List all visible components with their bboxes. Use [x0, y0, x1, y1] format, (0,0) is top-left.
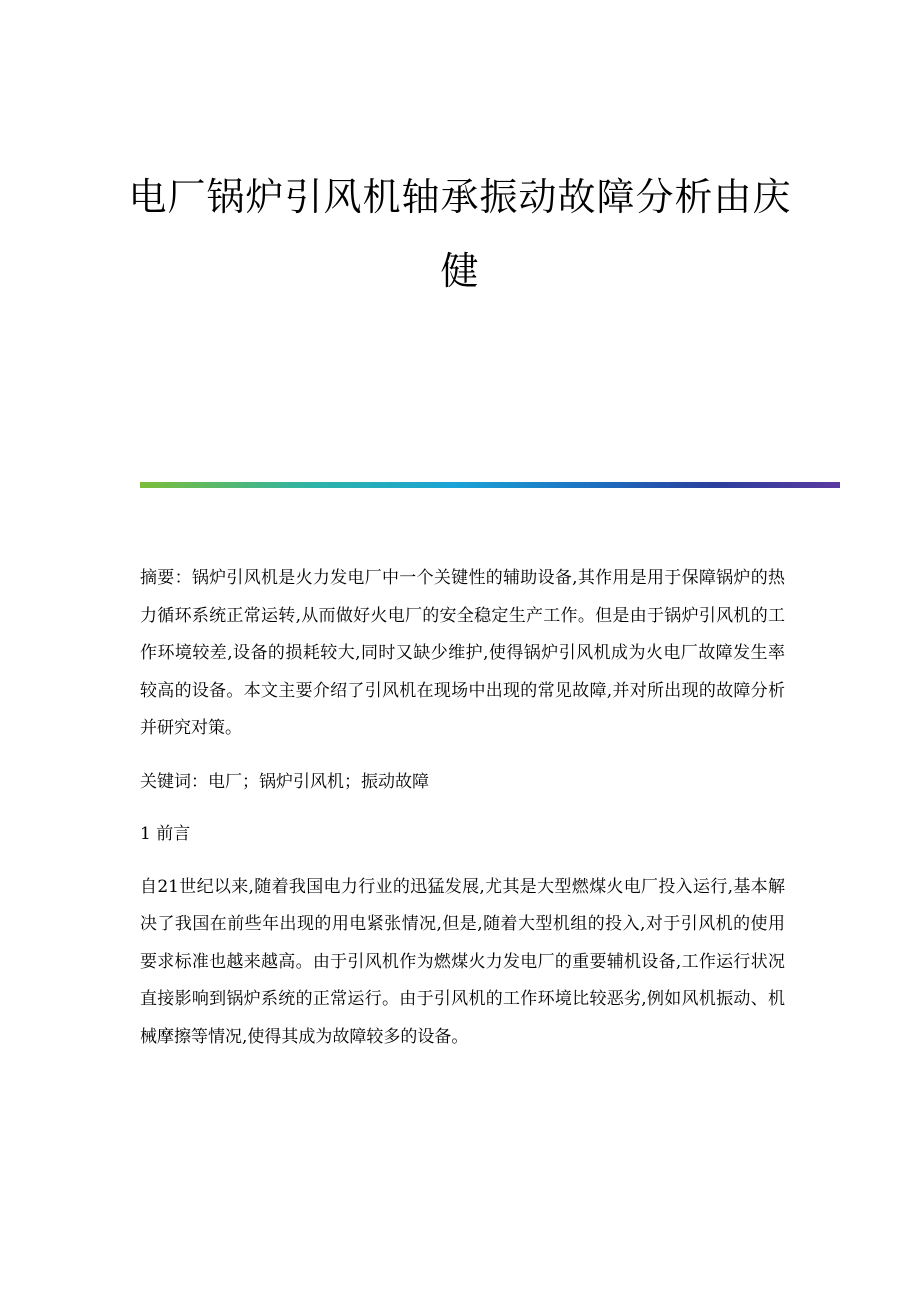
section-heading: 1 前言 [140, 824, 191, 844]
document-body [140, 560, 785, 1072]
title-line-1: 电厂锅炉引风机轴承振动故障分析由庆 [128, 175, 792, 219]
keywords-line: 关键词：电厂；锅炉引风机；振动故障 [140, 771, 429, 792]
document-title [120, 160, 800, 308]
gradient-divider [140, 482, 840, 488]
section-paragraph: 自21世纪以来,随着我国电力行业的迅猛发展,尤其是大型燃煤火电厂投入运行,基本解决了我国在前些年出现的用电紧张情况,但是,随着大型机组的投入,对于引风机的使用要求标准也越来越高。由于引风机作为燃煤火力发电厂的重要辅机设备,工作运行状况直接影响到锅炉系统的正常运行。由于引风机的工作环境比较恶劣,例如风机振动、机械摩擦等情况,使得其成为故障较多的设备。 [140, 876, 785, 1047]
abstract-paragraph: 摘要：锅炉引风机是火力发电厂中一个关键性的辅助设备,其作用是用于保障锅炉的热力循环系统正常运转,从而做好火电厂的安全稳定生产工作。但是由于锅炉引风机的工作环境较差,设备的损耗较大,同时又缺少维护,使得锅炉引风机成为火电厂故障发生率较高的设备。本文主要介绍了引风机在现场中出现的常见故障,并对所出现的故障分析并研究对策。 [140, 568, 785, 738]
title-line-2: 健 [440, 249, 480, 293]
